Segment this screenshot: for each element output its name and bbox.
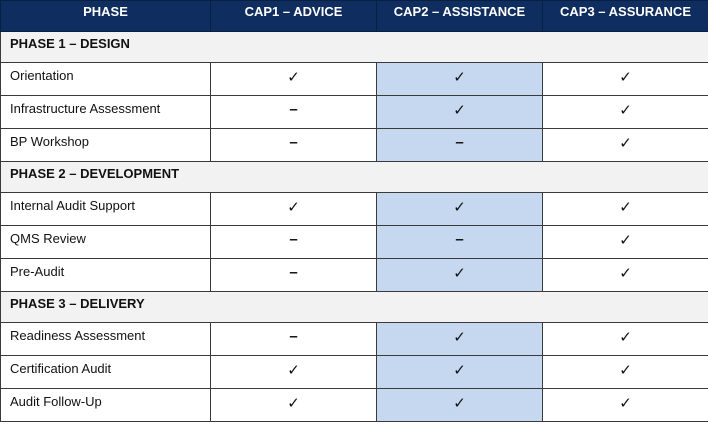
cap1-mark: ✓ <box>211 389 377 422</box>
row-label: BP Workshop <box>1 129 211 162</box>
phase-title: PHASE 1 – DESIGN <box>1 32 708 63</box>
table-row <box>1 193 708 226</box>
cap3-mark: ✓ <box>543 356 708 389</box>
row-label: Readiness Assessment <box>1 323 211 356</box>
cap2-mark: ✓ <box>377 63 543 96</box>
cap3-mark: ✓ <box>543 226 708 259</box>
table-row <box>1 226 708 259</box>
header-cap2: CAP2 – ASSISTANCE <box>377 1 543 32</box>
cap1-mark: – <box>211 96 377 129</box>
header-cap3: CAP3 – ASSURANCE <box>543 1 708 32</box>
cap2-mark: ✓ <box>377 323 543 356</box>
row-label: QMS Review <box>1 226 211 259</box>
header-phase: PHASE <box>1 1 211 32</box>
cap2-mark: ✓ <box>377 96 543 129</box>
header-row <box>1 1 708 32</box>
row-label: Audit Follow-Up <box>1 389 211 422</box>
cap3-mark: ✓ <box>543 323 708 356</box>
cap2-mark: – <box>377 226 543 259</box>
table-row <box>1 63 708 96</box>
cap2-mark: ✓ <box>377 356 543 389</box>
table-row <box>1 259 708 292</box>
phase-row <box>1 162 708 193</box>
cap1-mark: ✓ <box>211 193 377 226</box>
cap1-mark: ✓ <box>211 356 377 389</box>
phase-row <box>1 292 708 323</box>
cap3-mark: ✓ <box>543 96 708 129</box>
phase-title: PHASE 3 – DELIVERY <box>1 292 708 323</box>
cap1-mark: ✓ <box>211 63 377 96</box>
table-row <box>1 129 708 162</box>
cap1-mark: – <box>211 259 377 292</box>
row-label: Certification Audit <box>1 356 211 389</box>
table-row <box>1 389 708 422</box>
cap3-mark: ✓ <box>543 129 708 162</box>
cap1-mark: – <box>211 129 377 162</box>
phase-row <box>1 32 708 63</box>
cap3-mark: ✓ <box>543 193 708 226</box>
row-label: Internal Audit Support <box>1 193 211 226</box>
cap1-mark: – <box>211 226 377 259</box>
header-cap1: CAP1 – ADVICE <box>211 1 377 32</box>
cap3-mark: ✓ <box>543 63 708 96</box>
table-row <box>1 323 708 356</box>
table-row <box>1 96 708 129</box>
row-label: Infrastructure Assessment <box>1 96 211 129</box>
phase-title: PHASE 2 – DEVELOPMENT <box>1 162 708 193</box>
cap2-mark: ✓ <box>377 193 543 226</box>
cap2-mark: ✓ <box>377 389 543 422</box>
cap2-mark: – <box>377 129 543 162</box>
row-label: Orientation <box>1 63 211 96</box>
cap3-mark: ✓ <box>543 259 708 292</box>
cap2-mark: ✓ <box>377 259 543 292</box>
cap1-mark: – <box>211 323 377 356</box>
table-row <box>1 356 708 389</box>
cap3-mark: ✓ <box>543 389 708 422</box>
row-label: Pre-Audit <box>1 259 211 292</box>
